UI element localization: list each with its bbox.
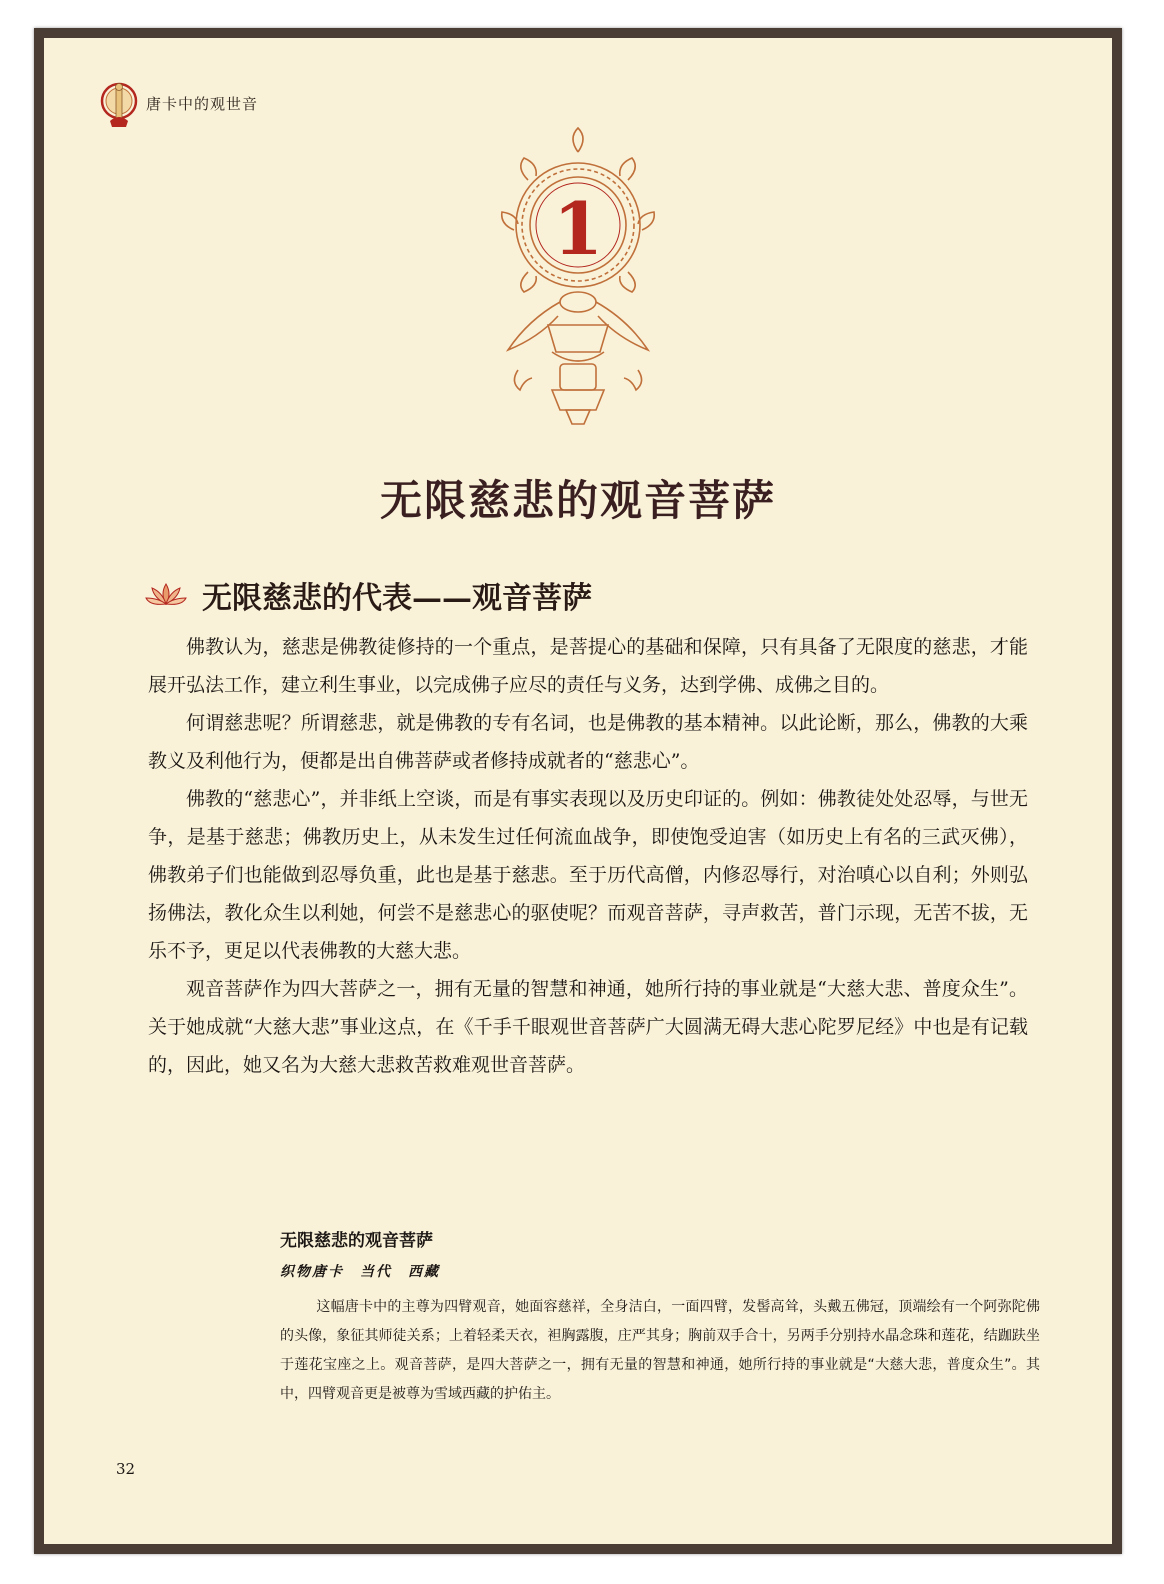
caption-title: 无限慈悲的观音菩萨: [280, 1231, 433, 1251]
chapter-title: 无限慈悲的观音菩萨: [379, 476, 776, 526]
lotus-icon: [144, 580, 188, 610]
body-text: [148, 628, 1028, 1084]
paragraph: 佛教的“慈悲心”，并非纸上空谈，而是有事实表现以及历史印证的。例如：佛教徒处处忍辱，与世无争，是基于慈悲；佛教历史上，从未发生过任何流血战争，即使饱受迫害（如历史上有名的三武灭佛），佛教弟子们也能做到忍辱负重，此也是基于慈悲。至于历代高僧，内修忍辱行，对治嗔心以自利；外则弘扬佛法，教化众生以利她，何尝不是慈悲心的驱使呢？而观音菩萨，寻声救苦，普门示现，无苦不拔，无乐不予，更足以代表佛教的大慈大悲。: [148, 788, 1028, 962]
paragraph: 观音菩萨作为四大菩萨之一，拥有无量的智慧和神通，她所行持的事业就是“大慈大悲、普度众生”。关于她成就“大慈大悲”事业这点，在《千手千眼观世音菩萨广大圆满无碍大悲心陀罗尼经》中也是有记载的，因此，她又名为大慈大悲救苦救难观世音菩萨。: [148, 978, 1028, 1076]
paragraph: 何谓慈悲呢？所谓慈悲，就是佛教的专有名词，也是佛教的基本精神。以此论断，那么，佛教的大乘教义及利他行为，便都是出自佛菩萨或者修持成就者的“慈悲心”。: [148, 712, 1028, 772]
paragraph: 佛教认为，慈悲是佛教徒修持的一个重点，是菩提心的基础和保障，只有具备了无限度的慈悲，才能展开弘法工作，建立利生事业，以完成佛子应尽的责任与义务，达到学佛、成佛之目的。: [148, 636, 1028, 696]
header-title: 唐卡中的观世音: [146, 94, 259, 113]
image-caption: [280, 1226, 1040, 1409]
caption-meta: 织物唐卡 当代 西藏: [280, 1264, 440, 1280]
dharma-wheel-medallion-icon: [488, 120, 668, 450]
running-header: [100, 73, 258, 133]
avalokiteshvara-emblem-icon: [100, 73, 138, 133]
page: [44, 38, 1112, 1544]
chapter-number: 1: [552, 185, 604, 271]
section-title: 无限慈悲的代表——观音菩萨: [202, 581, 592, 616]
page-number: 32: [116, 1460, 136, 1478]
section-heading: [144, 573, 592, 617]
caption-text: 这幅唐卡中的主尊为四臂观音，她面容慈祥，全身洁白，一面四臂，发髻高耸，头戴五佛冠，顶端绘有一个阿弥陀佛的头像，象征其师徒关系；上着轻柔天衣，袒胸露腹，庄严其身；胸前双手合十，另两手分别持水晶念珠和莲花，结跏趺坐于莲花宝座之上。观音菩萨，是四大菩萨之一，拥有无量的智慧和神通，她所行持的事业就是“大慈大悲，普度众生”。其中，四臂观音更是被尊为雪域西藏的护佑主。: [280, 1299, 1040, 1402]
